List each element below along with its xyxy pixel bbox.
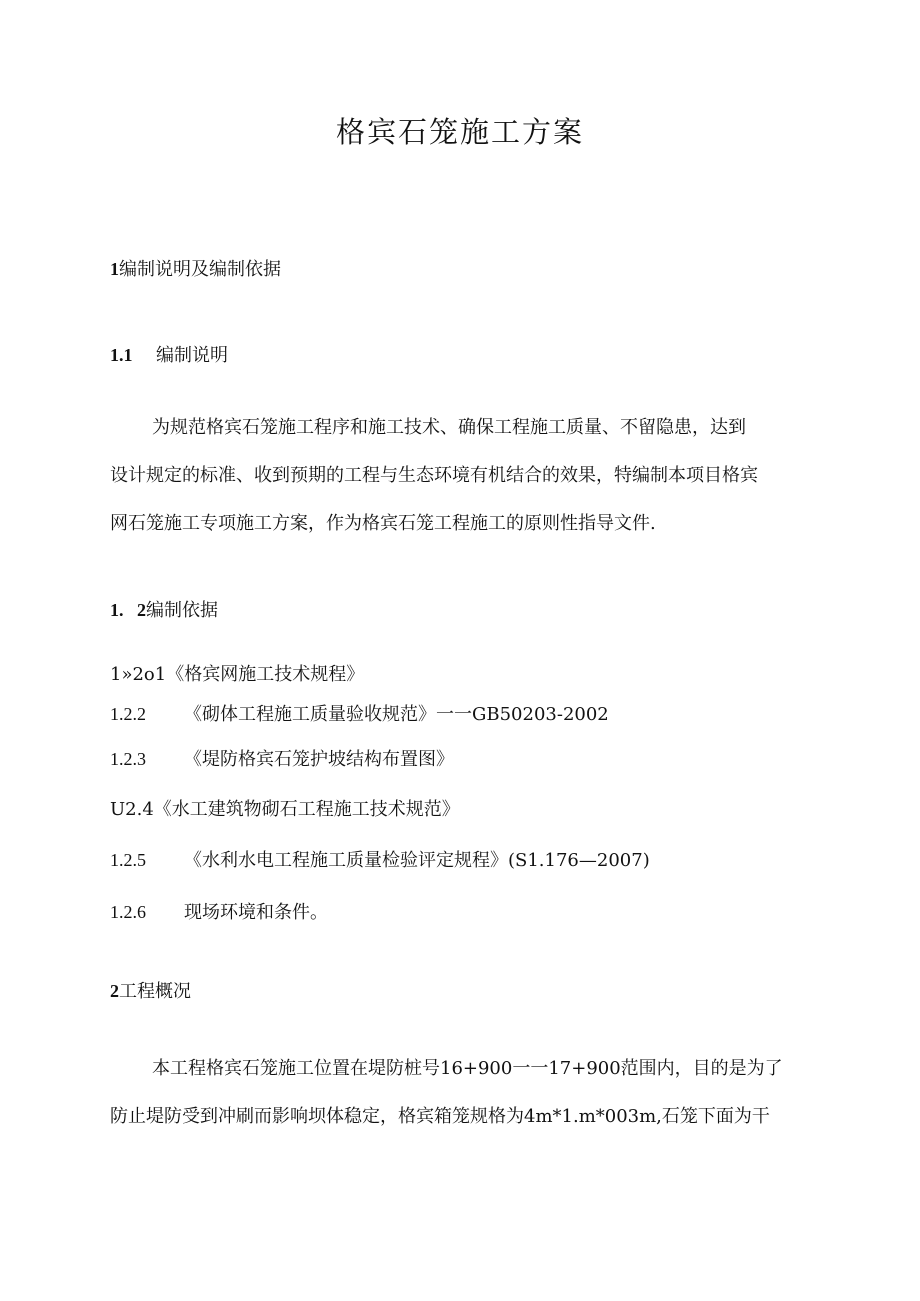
section-1-2-number: 1. 2 (110, 600, 146, 620)
reference-item-2 (110, 700, 609, 726)
reference-number: 1.2.2 (110, 704, 146, 724)
section-1-heading (110, 255, 281, 281)
reference-number: 1.2.6 (110, 902, 146, 922)
document-title: 格宾石笼施工方案 (335, 115, 584, 149)
section-1-1-number: 1.1 (110, 345, 133, 365)
reference-item-4 (110, 795, 460, 821)
paragraph-line: 防止堤防受到冲刷而影响坝体稳定，格宾箱笼规格为4m*1.m*003m,石笼下面为干 (110, 1106, 770, 1127)
reference-text: 《水利水电工程施工质量检验评定规程》(S1.176—2007) (184, 850, 650, 871)
section-1-2-title: 编制依据 (146, 600, 218, 621)
paragraph-line: 设计规定的标准、收到预期的工程与生态环境有机结合的效果，特编制本项目格宾 (110, 465, 758, 486)
section-2-heading (110, 977, 191, 1003)
reference-text: 现场环境和条件。 (184, 902, 328, 923)
paragraph-line: 网石笼施工专项施工方案，作为格宾石笼工程施工的原则性指导文件. (110, 513, 656, 534)
section-2-title: 工程概况 (119, 981, 191, 1002)
section-1-title: 编制说明及编制依据 (119, 259, 281, 280)
section-1-number: 1 (110, 259, 119, 279)
reference-text: 《砌体工程施工质量验收规范》一一GB50203-2002 (184, 704, 609, 725)
paragraph-line: 本工程格宾石笼施工位置在堤防桩号16+900一一17+900范围内，目的是为了 (152, 1058, 783, 1079)
reference-item-3 (110, 745, 454, 771)
reference-number: 1.2.3 (110, 749, 146, 769)
section-1-1-heading (110, 341, 228, 367)
reference-number: 1.2.5 (110, 850, 146, 870)
paragraph-line: 为规范格宾石笼施工程序和施工技术、确保工程施工质量、不留隐患，达到 (152, 417, 746, 438)
section-1-1-title: 编制说明 (156, 345, 228, 366)
section-2-paragraph (110, 1045, 822, 1141)
reference-text: 1»2o1《格宾网施工技术规程》 (110, 664, 365, 685)
reference-text: U2.4《水工建筑物砌石工程施工技术规范》 (110, 799, 460, 820)
reference-text: 《堤防格宾石笼护坡结构布置图》 (184, 749, 454, 770)
reference-item-5 (110, 846, 650, 872)
section-1-1-paragraph (110, 404, 822, 548)
reference-item-6 (110, 898, 328, 924)
reference-item-1 (110, 660, 364, 686)
section-1-2-heading (110, 596, 218, 622)
section-2-number: 2 (110, 981, 119, 1001)
